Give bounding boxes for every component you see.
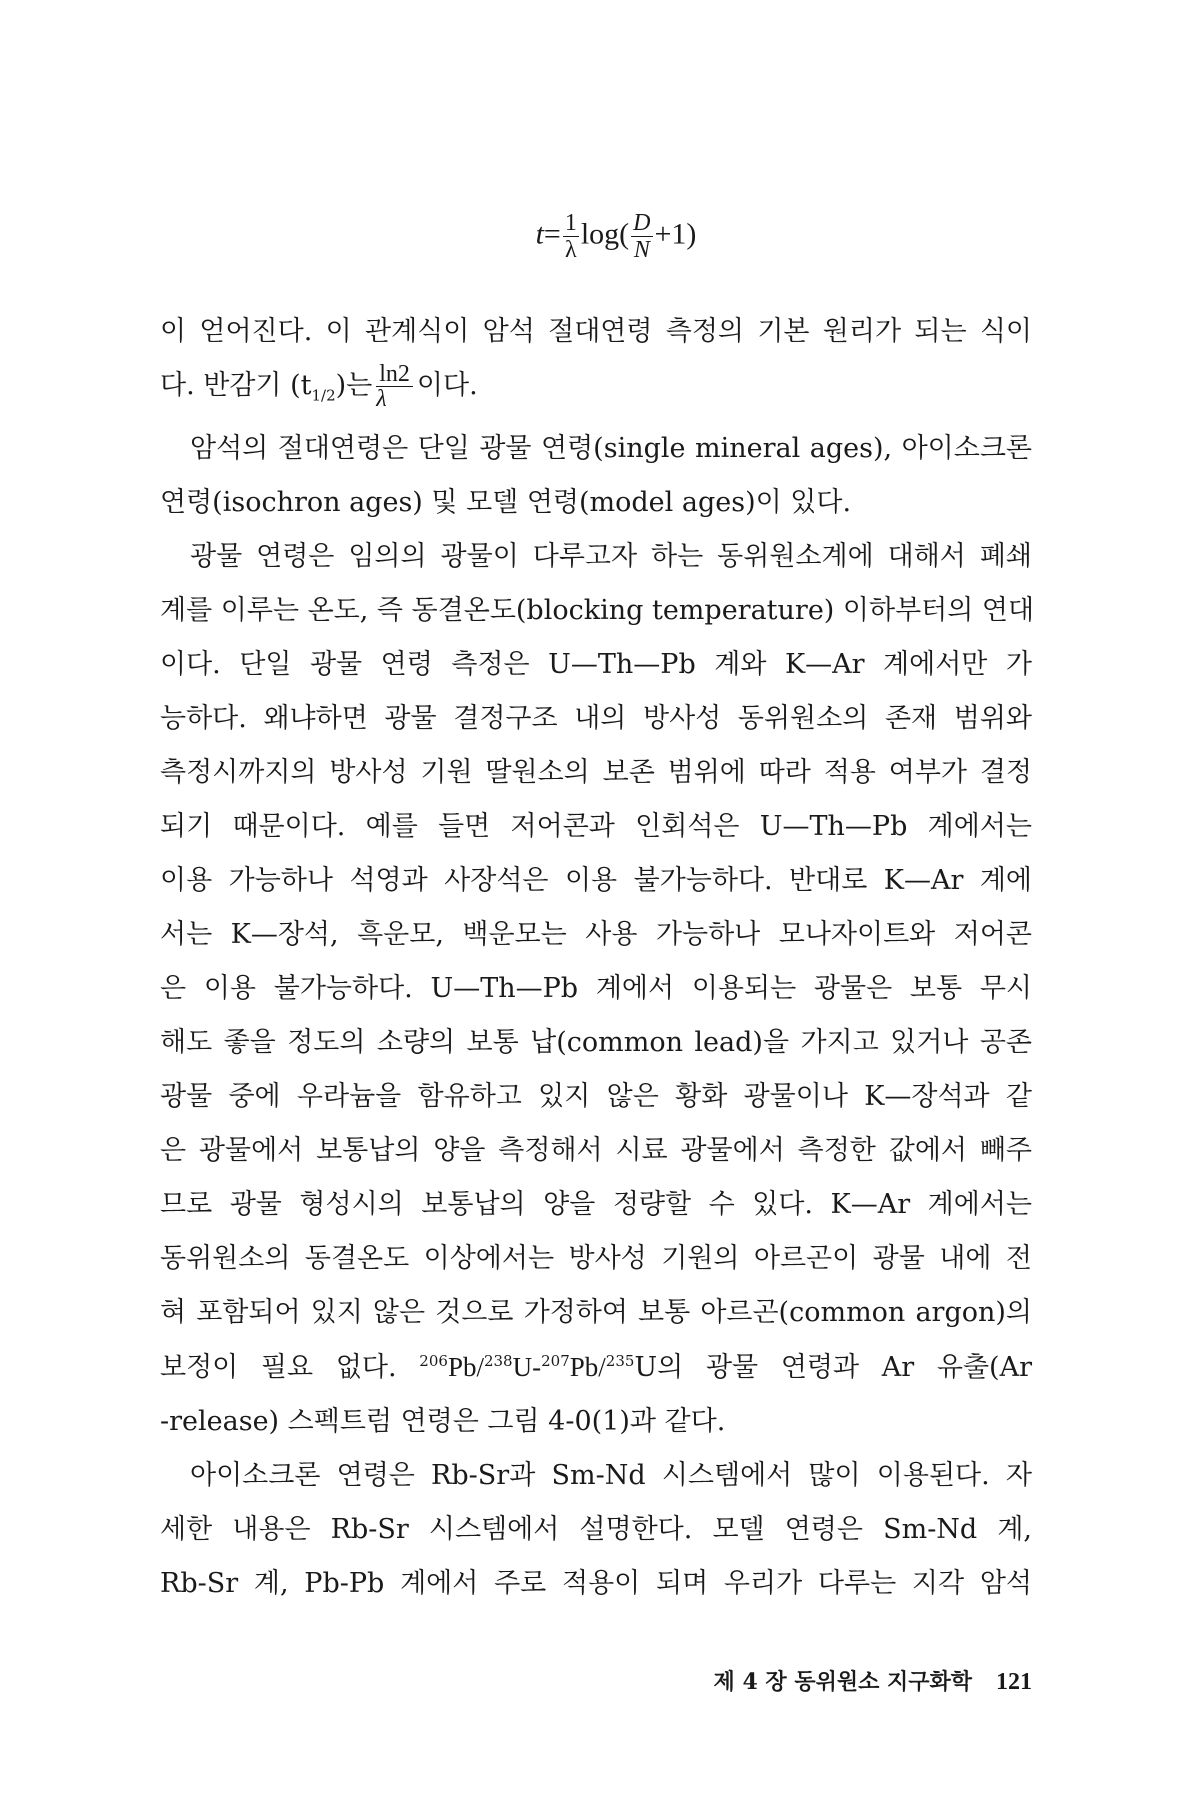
- text-line: 동위원소의 동결온도 이상에서는 방사성 기원의 아르곤이 광물 내에 전: [160, 1243, 1032, 1275]
- paragraph-4: [160, 1449, 1032, 1611]
- paragraph-2: [160, 422, 1032, 530]
- paragraph-1: [160, 305, 1032, 422]
- page-number: 121: [996, 1669, 1032, 1695]
- text-line: 측정시까지의 방사성 기원 딸원소의 보존 범위에 따라 적용 여부가 결정: [160, 757, 1032, 789]
- text-line: 혀 포함되어 있지 않은 것으로 가정하여 보통 아르곤(common argon)의: [160, 1297, 1032, 1329]
- text-line: -release) 스펙트럼 연령은 그림 4-0(1)과 같다.: [160, 1406, 726, 1438]
- formula-rest: +1): [654, 217, 697, 251]
- text-line: 은 광물에서 보통납의 양을 측정해서 시료 광물에서 측정한 값에서 빼주: [160, 1135, 1032, 1167]
- text-line: 암석의 절대연령은 단일 광물 연령(single mineral ages), 아이소크론: [190, 433, 1032, 465]
- text-line: 연령(isochron ages) 및 모델 연령(model ages)이 있다.: [160, 487, 852, 519]
- page-footer: [0, 1665, 1032, 1696]
- chapter-title: 제 4 장 동위원소 지구화학: [713, 1669, 972, 1695]
- formula-fraction-d-over-n: $\frac{D}{N}$: [633, 210, 651, 263]
- formula-open-paren: (: [619, 217, 630, 251]
- text-line: 이용 가능하나 석영과 사장석은 이용 불가능하다. 반대로 K—Ar 계에: [160, 865, 1032, 897]
- text-line: 이 얻어진다. 이 관계식이 암석 절대연령 측정의 기본 원리가 되는 식이: [160, 316, 1032, 347]
- formula-log: log: [580, 217, 620, 251]
- paragraph-3: [160, 530, 1035, 1449]
- text-line: 광물 중에 우라늄을 함유하고 있지 않은 황화 광물이나 K—장석과 같: [160, 1081, 1032, 1113]
- ln2-over-lambda-fraction: $\frac{\ln 2}{\lambda}$: [376, 362, 413, 411]
- text-line-isotopes: 보정이 필요 없다. $^{206}$Pb/$^{238}$U-$^{207}$Pb/$^{235}$U의 광물 연령과 Ar 유출(Ar: [160, 1352, 1032, 1384]
- text-line: 서는 K—장석, 흑운모, 백운모는 사용 가능하나 모나자이트와 저어콘: [160, 919, 1032, 951]
- text-line: 므로 광물 형성시의 보통납의 양을 정량할 수 있다. K—Ar 계에서는: [160, 1189, 1032, 1221]
- text-line: 되기 때문이다. 예를 들면 저어콘과 인회석은 U—Th—Pb 계에서는: [160, 811, 1032, 843]
- formula-fraction-1-over-lambda: $\frac{1}{\lambda}$: [564, 210, 577, 263]
- text-line: Rb-Sr 계, Pb-Pb 계에서 주로 적용이 되며 우리가 다루는 지각 암석: [160, 1568, 1032, 1600]
- text-line: 이다. 단일 광물 연령 측정은 U—Th—Pb 계와 K—Ar 계에서만 가: [160, 649, 1032, 681]
- decay-age-formula: [200, 210, 1032, 305]
- formula-lhs: t: [535, 217, 544, 251]
- text-line: 광물 연령은 임의의 광물이 다루고자 하는 동위원소계에 대해서 폐쇄: [190, 541, 1032, 573]
- text-line: 은 이용 불가능하다. U—Th—Pb 계에서 이용되는 광물은 보통 무시: [160, 973, 1032, 1005]
- text-line: 세한 내용은 Rb-Sr 시스템에서 설명한다. 모델 연령은 Sm-Nd 계,: [160, 1514, 1032, 1546]
- text-line: 계를 이루는 온도, 즉 동결온도(blocking temperature) 이하부터의 연대: [160, 595, 1035, 627]
- text-line: 해도 좋을 정도의 소량의 보통 납(common lead)을 가지고 있거나 공존: [160, 1027, 1032, 1059]
- text-line: 아이소크론 연령은 Rb-Sr과 Sm-Nd 시스템에서 많이 이용된다. 자: [190, 1460, 1032, 1492]
- text-line: 능하다. 왜냐하면 광물 결정구조 내의 방사성 동위원소의 존재 범위와: [160, 703, 1032, 735]
- text-line-half-life: 다. 반감기 $(t_{1/2})$는 $\frac{\ln 2}{\lambda}$ 이다.: [160, 361, 478, 412]
- formula-equals: =: [543, 217, 561, 251]
- page-body: [160, 210, 1035, 1611]
